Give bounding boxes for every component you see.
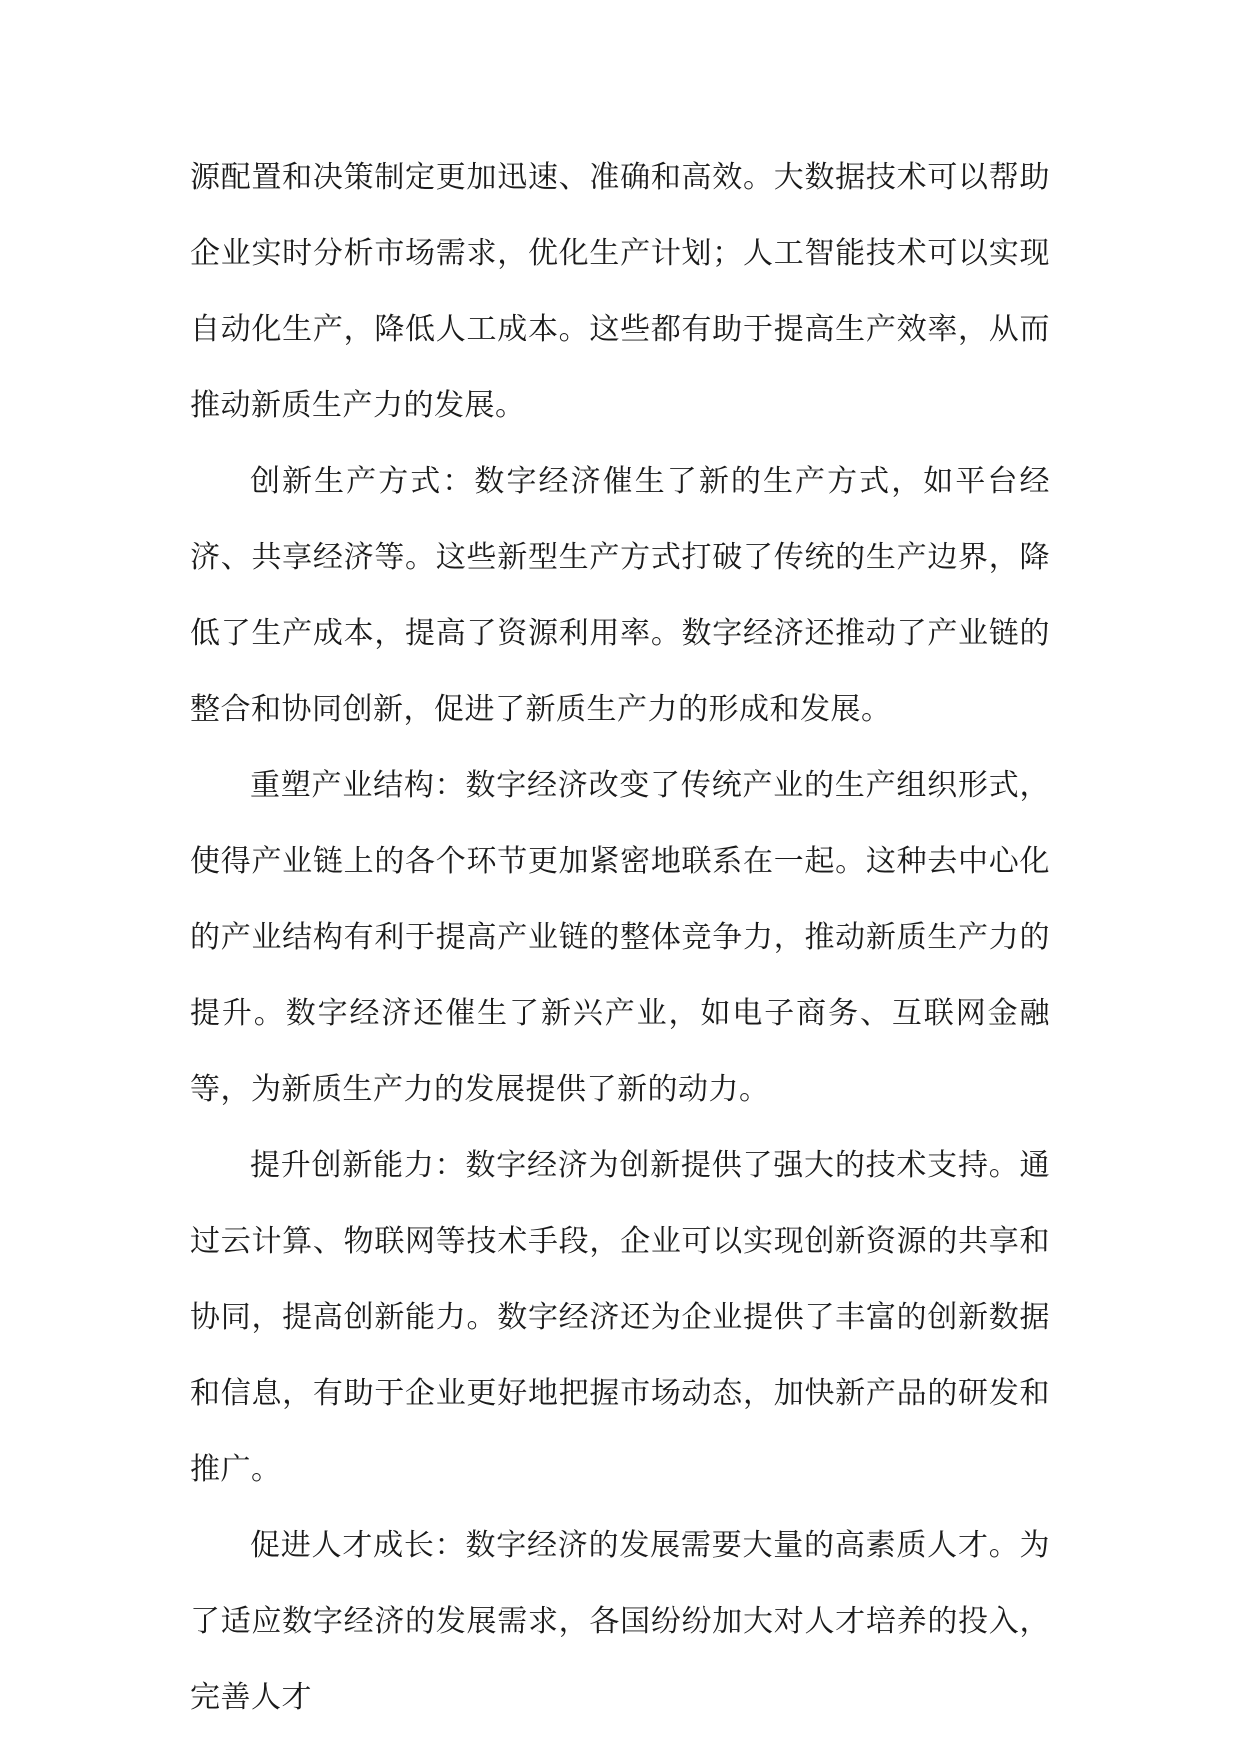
- document-body: [190, 140, 1050, 1736]
- paragraph-industrial-structure: 重塑产业结构：数字经济改变了传统产业的生产组织形式，使得产业链上的各个环节更加紧密地联系在一起。这种去中心化的产业结构有利于提高产业链的整体竞争力，推动新质生产力的提升。数字经济还催生了新兴产业，如电子商务、互联网金融等，为新质生产力的发展提供了新的动力。: [190, 768, 1050, 1107]
- paragraph-innovative-production: 创新生产方式：数字经济催生了新的生产方式，如平台经济、共享经济等。这些新型生产方式打破了传统的生产边界，降低了生产成本，提高了资源利用率。数字经济还推动了产业链的整合和协同创新，促进了新质生产力的形成和发展。: [190, 464, 1050, 727]
- paragraph-resource-allocation: 源配置和决策制定更加迅速、准确和高效。大数据技术可以帮助企业实时分析市场需求，优化生产计划；人工智能技术可以实现自动化生产，降低人工成本。这些都有助于提高生产效率，从而推动新质生产力的发展。: [190, 160, 1050, 423]
- paragraph-talent-growth: 促进人才成长：数字经济的发展需要大量的高素质人才。为了适应数字经济的发展需求，各国纷纷加大对人才培养的投入，完善人才: [190, 1528, 1050, 1715]
- paragraph-innovation-capacity: 提升创新能力：数字经济为创新提供了强大的技术支持。通过云计算、物联网等技术手段，企业可以实现创新资源的共享和协同，提高创新能力。数字经济还为企业提供了丰富的创新数据和信息，有助于企业更好地把握市场动态，加快新产品的研发和推广。: [190, 1148, 1050, 1487]
